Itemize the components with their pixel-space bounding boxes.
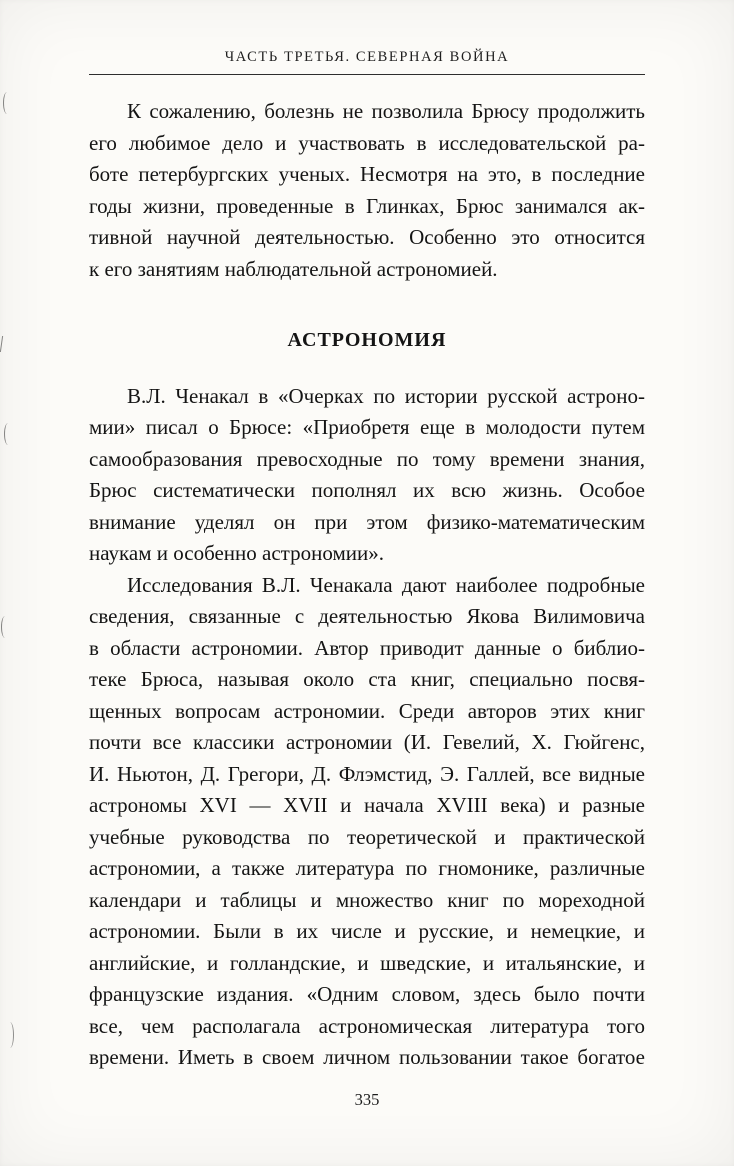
text-line: теке Брюса, называя около ста книг, специально посвя- [89, 667, 645, 691]
running-header: ЧАСТЬ ТРЕТЬЯ. СЕВЕРНАЯ ВОЙНА [224, 49, 510, 65]
text-line: астрономии. Были в их числе и русские, и немецкие, и [89, 919, 645, 943]
text-line: Брюс систематически пополнял их всю жизнь. Особое [89, 478, 645, 502]
text-line: тивной научной деятельностью. Особенно это относится [89, 225, 645, 249]
text-line: наукам и особенно астрономии». [89, 541, 384, 565]
paragraph [89, 381, 645, 570]
scan-artifact-mark [1, 616, 9, 638]
text-line: все, чем располагала астрономическая литература того [89, 1013, 645, 1038]
text-line: времени. Иметь в своем личном пользовании такое богатое [89, 1045, 645, 1069]
text-line: щенных вопросам астрономии. Среди авторов этих книг [89, 698, 645, 723]
paragraph [89, 96, 645, 285]
header-rule [89, 74, 645, 75]
text-line: мии» писал о Брюсе: «Приобретя еще в молодости путем [89, 415, 645, 439]
scan-artifact-mark [0, 336, 10, 352]
text-line: учебные руководства по теоретической и практической [89, 824, 645, 849]
text-line: его любимое дело и участвовать в исследовательской ра- [89, 130, 645, 155]
text-line: внимание уделял он при этом физико-математическим [89, 509, 645, 534]
text-line: сведения, связанные с деятельностью Якова Вилимовича [89, 604, 645, 628]
text-line: боте петербургских ученых. Несмотря на это, в последние [89, 162, 645, 186]
scan-artifact-mark [3, 92, 11, 114]
text-line: астрономы XVI — XVII и начала XVIII века) и разные [89, 793, 645, 817]
paragraph [89, 570, 645, 1074]
text-line: к его занятиям наблюдательной астрономией. [89, 256, 498, 281]
text-line: К сожалению, болезнь не позволила Брюсу продолжить [127, 99, 645, 123]
section-heading: АСТРОНОМИЯ [287, 329, 447, 351]
page-number: 335 [354, 1090, 380, 1109]
text-line: в области астрономии. Автор приводит данные о библио- [89, 635, 645, 660]
text-line: астрономии, а также литература по гномонике, различные [89, 856, 645, 880]
text-line: годы жизни, проведенные в Глинках, Брюс занимался ак- [89, 193, 645, 218]
scan-artifact-mark [4, 423, 12, 445]
scan-artifact-mark [6, 1022, 14, 1048]
text-line: английские, и голландские, и шведские, и итальянские, и [89, 950, 645, 975]
text-line: самообразования превосходные по тому времени знания, [89, 446, 645, 471]
text-line: календари и таблицы и множество книг по мореходной [89, 887, 645, 912]
text-line: почти все классики астрономии (И. Гевелий, Х. Гюйгенс, [89, 730, 645, 754]
text-line: И. Ньютон, Д. Грегори, Д. Флэмстид, Э. Галлей, все видные [89, 761, 645, 786]
text-column [89, 96, 645, 1074]
text-line: В.Л. Ченакал в «Очерках по истории русской астроно- [127, 383, 645, 408]
text-line: Исследования В.Л. Ченакала дают наиболее подробные [127, 572, 645, 597]
text-line: французские издания. «Одним словом, здесь было почти [89, 982, 645, 1006]
